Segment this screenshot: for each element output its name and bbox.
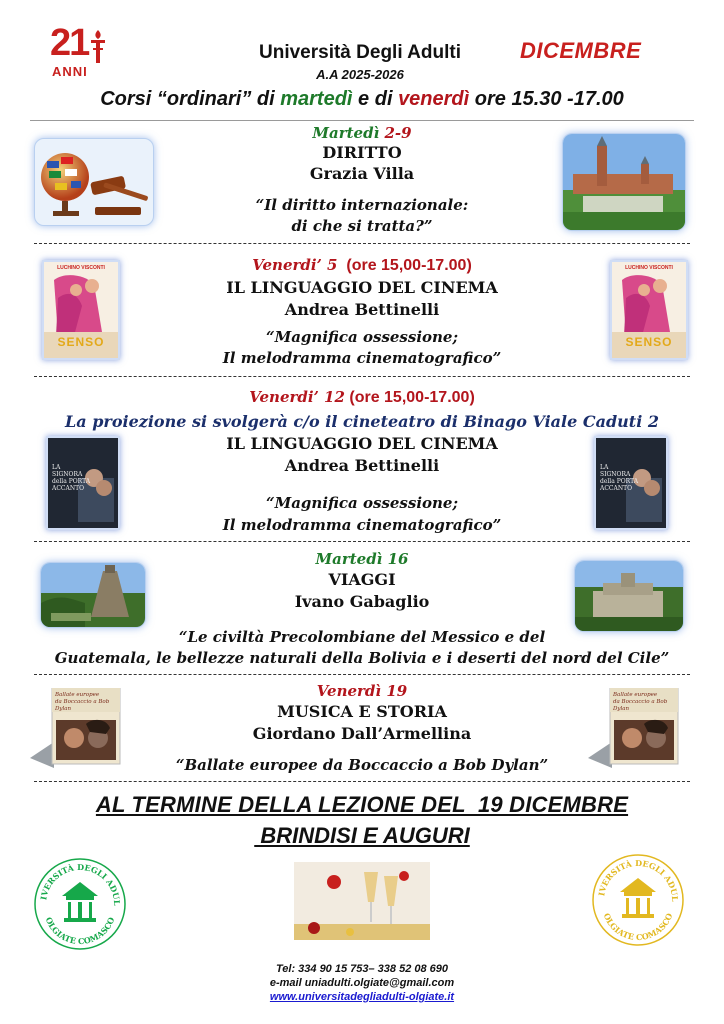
academic-year: A.A 2025-2026 [316, 67, 404, 82]
book-title [55, 692, 119, 713]
event-2-quote-2: Il melodramma cinematografico” [222, 349, 502, 367]
champagne-icon [294, 862, 430, 940]
schedule-martedi: martedì [280, 88, 353, 110]
poster-title-block [52, 464, 92, 492]
ruins-icon [575, 561, 683, 631]
course-schedule-line [20, 88, 704, 111]
event-3-day [170, 388, 554, 407]
seal-bottom-text: OLGIATE COMASCO [601, 911, 675, 943]
event-3-teacher: Andrea Bettinelli [284, 456, 440, 475]
divider-1 [34, 243, 690, 244]
torch-icon [88, 30, 108, 64]
schedule-venerdi: venerdì [398, 88, 470, 110]
divider-2 [34, 376, 690, 377]
senso-poster-right [610, 260, 688, 360]
poster-title-line-3: della PORTA [52, 478, 91, 485]
event-3-course: IL LINGUAGGIO DEL CINEMA [226, 434, 498, 453]
seal-bottom-text: OLGIATE COMASCO [43, 915, 117, 947]
event-1-course: DIRITTO [322, 143, 402, 162]
seal-emblem-icon [590, 852, 686, 948]
event-4-quote-2: Guatemala, le bellezze naturali della Bolivia e i deserti del nord del Cile” [54, 649, 670, 667]
event-5-teacher: Giordano Dall’Armellina [252, 724, 472, 743]
event-5-day: Venerdì 19 [316, 682, 408, 700]
contact-website-row [200, 991, 524, 1003]
poster-title-block [600, 464, 640, 492]
event-5-quote: “Ballate europee da Boccaccio a Bob Dylan” [175, 756, 549, 774]
event-2-day [170, 256, 554, 275]
month-title: DICEMBRE [520, 38, 642, 63]
divider-3 [34, 541, 690, 542]
contact-tel: Tel: 334 90 15 753– 338 52 08 690 [275, 963, 449, 975]
divider-5 [34, 781, 690, 782]
poster-title: SENSO [57, 335, 105, 349]
event-2-hours: (ore 15,00-17.00) [346, 257, 472, 274]
book-title [613, 692, 677, 713]
seal-emblem-icon [32, 856, 128, 952]
schedule-text-2: e di [352, 88, 399, 110]
event-1-day [200, 124, 524, 142]
schedule-text-3: ore 15.30 -17.00 [469, 88, 624, 110]
signora-poster-left [46, 436, 120, 530]
poster-title-line-3: della PORTA [600, 478, 639, 485]
seal-top-text: IVERSITÀ DEGLI ADUL [596, 857, 681, 902]
ballate-book-right [588, 688, 684, 768]
event-2-teacher: Andrea Bettinelli [284, 300, 440, 319]
event-1-day-label: Martedì [312, 124, 385, 142]
website-link[interactable]: www.universitadegliadulti-olgiate.it [269, 991, 455, 1003]
event-3-note: La proiezione si svolgerà c/o il cineteatro di Binago Viale Caduti 2 [65, 412, 659, 431]
poster-title: SENSO [625, 335, 673, 349]
peace-palace-image [562, 133, 686, 231]
poster-director: LUCHINO VISCONTI [57, 265, 105, 271]
toast-image [294, 862, 430, 940]
book-title-line-1: Ballate europee [613, 692, 658, 698]
book-title-line-2: da Boccaccio a Bob Dylan [613, 699, 668, 712]
event-3-quote-1: “Magnifica ossessione; [265, 494, 459, 512]
book-title-line-1: Ballate europee [55, 692, 100, 698]
ballate-book-left [30, 688, 126, 768]
event-3-hours: (ore 15,00-17.00) [349, 389, 475, 406]
globe-gavel-icon [35, 139, 153, 225]
closing-line-1: AL TERMINE DELLA LEZIONE DEL 19 DICEMBRE [95, 792, 629, 817]
event-1-quote-2: di che si tratta?” [291, 217, 433, 235]
header-divider [30, 120, 694, 121]
closing-line-2: BRINDISI E AUGURI [254, 823, 470, 848]
event-1-dates: 2-9 [384, 124, 412, 142]
logo-number: 21 [50, 22, 89, 64]
signora-poster-right [594, 436, 668, 530]
book-title-line-2: da Boccaccio a Bob Dylan [55, 699, 110, 712]
palace-icon [563, 134, 685, 230]
event-4-quote-1: “Le civiltà Precolombiane del Messico e del [178, 628, 546, 646]
event-4-teacher: Ivano Gabaglio [294, 592, 430, 611]
poster-director: LUCHINO VISCONTI [625, 265, 673, 271]
pyramid-icon [41, 563, 145, 627]
poster-title-line-4: ACCANTO [52, 485, 85, 492]
senso-poster-left [42, 260, 120, 360]
logo-anni: ANNI [52, 64, 88, 79]
poster-title-line-2: SIGNORA [52, 471, 83, 478]
event-4-course: VIAGGI [328, 570, 396, 589]
contact-email: e-mail uniadulti.olgiate@gmail.com [269, 977, 455, 989]
event-1-teacher: Grazia Villa [309, 164, 415, 183]
event-3-quote-2: Il melodramma cinematografico” [222, 516, 502, 534]
event-3-day-label: Venerdi’ 12 [249, 388, 345, 406]
poster-title-line-2: SIGNORA [600, 471, 631, 478]
event-1-quote-1: “Il diritto internazionale: [255, 196, 469, 214]
seal-top-text: IVERSITÀ DEGLI ADUL [38, 861, 123, 906]
event-4-day: Martedì 16 [315, 550, 409, 568]
mayan-ruins-image [574, 560, 684, 632]
event-2-day-label: Venerdi’ 5 [252, 256, 338, 274]
globe-gavel-image [34, 138, 154, 226]
university-title: Università Degli Adulti [259, 42, 461, 63]
poster-title-line-1: LA [52, 464, 61, 471]
event-2-quote-1: “Magnifica ossessione; [265, 328, 459, 346]
seal-green [32, 856, 128, 952]
poster-title-line-1: LA [600, 464, 609, 471]
schedule-text-1: Corsi “ordinari” di [100, 88, 281, 110]
divider-4 [34, 674, 690, 675]
event-5-course: MUSICA E STORIA [277, 702, 447, 721]
seal-gold [590, 852, 686, 948]
anniversary-logo [48, 22, 118, 82]
event-2-course: IL LINGUAGGIO DEL CINEMA [226, 278, 498, 297]
poster-title-line-4: ACCANTO [600, 485, 633, 492]
tikal-image [40, 562, 146, 628]
